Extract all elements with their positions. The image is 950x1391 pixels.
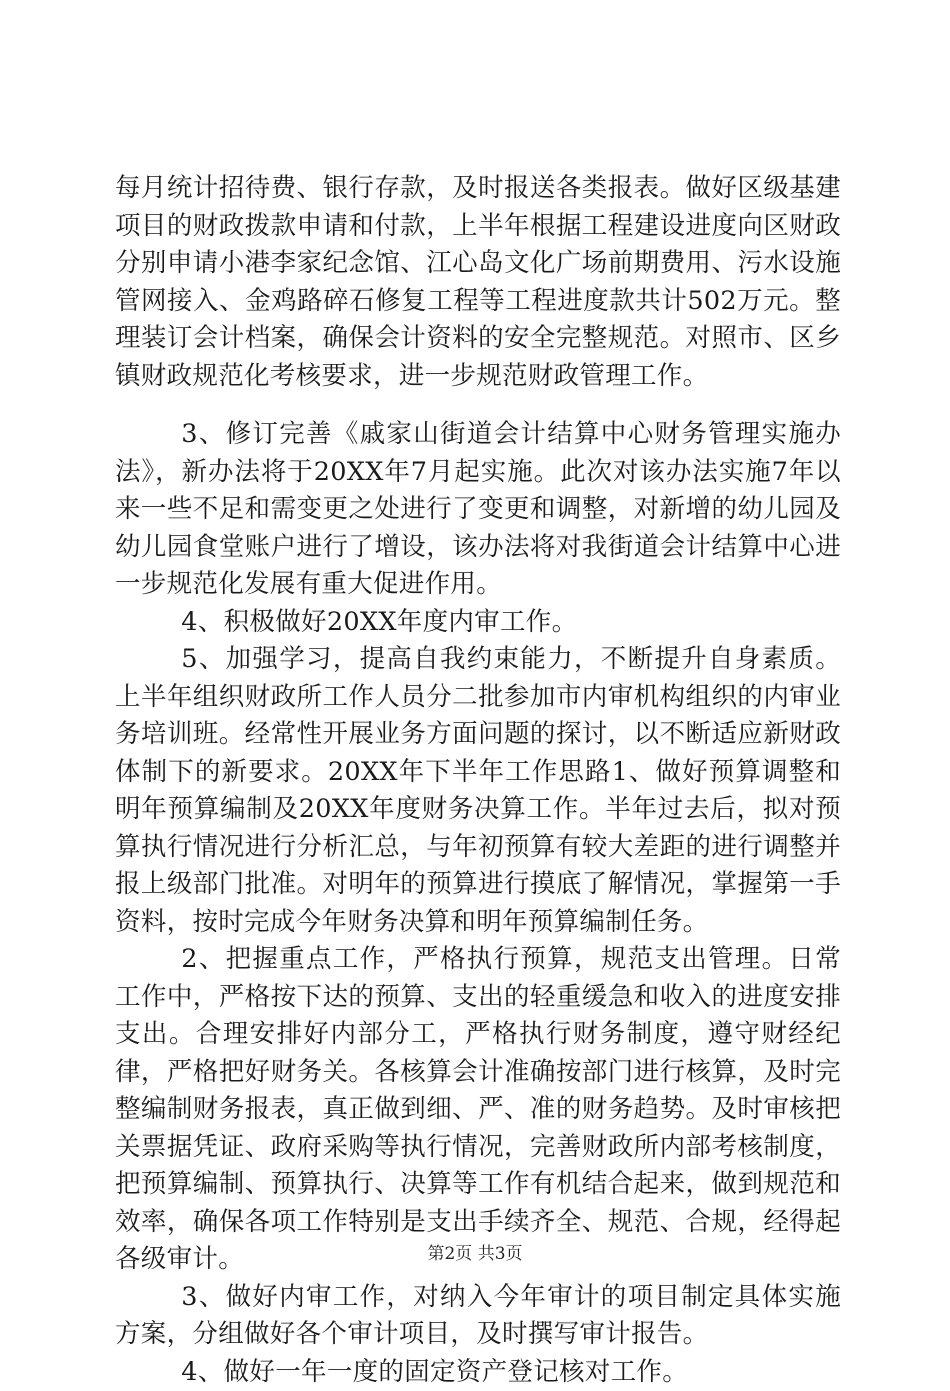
page-footer: 第2页 共3页 <box>0 1243 950 1265</box>
paragraph-4: 5、加强学习，提高自我约束能力，不断提升自身素质。上半年组织财政所工作人员分二批参加市内审机构组织的内审业务培训班。经常性开展业务方面问题的探讨，以不断适应新财政体制下的新要求。20XX年下半年工作思路1、做好预算调整和明年预算编制及20XX年度财务决算工作。半年过去后，拟对预算执行情况进行分析汇总，与年初预算有较大差距的进行调整并报上级部门批准。对明年的预算进行摸底了解情况，掌握第一手资料，按时完成今年财务决算和明年预算编制任务。 <box>115 641 841 941</box>
paragraph-3: 4、积极做好20XX年度内审工作。 <box>115 604 841 642</box>
paragraph-6: 3、做好内审工作，对纳入今年审计的项目制定具体实施方案，分组做好各个审计项目，及时撰写审计报告。 <box>115 1279 841 1354</box>
paragraph-7: 4、做好一年一度的固定资产登记核对工作。 <box>115 1354 841 1391</box>
document-body <box>115 170 841 1391</box>
paragraph-1: 每月统计招待费、银行存款，及时报送各类报表。做好区级基建项目的财政拨款申请和付款，上半年根据工程建设进度向区财政分别申请小港李家纪念馆、江心岛文化广场前期费用、污水设施管网接入、金鸡路碎石修复工程等工程进度款共计502万元。整理装订会计档案，确保会计资料的安全完整规范。对照市、区乡镇财政规范化考核要求，进一步规范财政管理工作。 <box>115 170 841 395</box>
paragraph-5: 2、把握重点工作，严格执行预算，规范支出管理。日常工作中，严格按下达的预算、支出的轻重缓急和收入的进度安排支出。合理安排好内部分工，严格执行财务制度，遵守财经纪律，严格把好财务关。各核算会计准确按部门进行核算，及时完整编制财务报表，真正做到细、严、准的财务趋势。及时审核把关票据凭证、政府采购等执行情况，完善财政所内部考核制度，把预算编制、预算执行、决算等工作有机结合起来，做到规范和效率，确保各项工作特别是支出手续齐全、规范、合规，经得起各级审计。 <box>115 941 841 1279</box>
paragraph-2: 3、修订完善《戚家山街道会计结算中心财务管理实施办法》，新办法将于20XX年7月起实施。此次对该办法实施7年以来一些不足和需变更之处进行了变更和调整，对新增的幼儿园及幼儿园食堂账户进行了增设，该办法将对我街道会计结算中心进一步规范化发展有重大促进作用。 <box>115 416 841 604</box>
